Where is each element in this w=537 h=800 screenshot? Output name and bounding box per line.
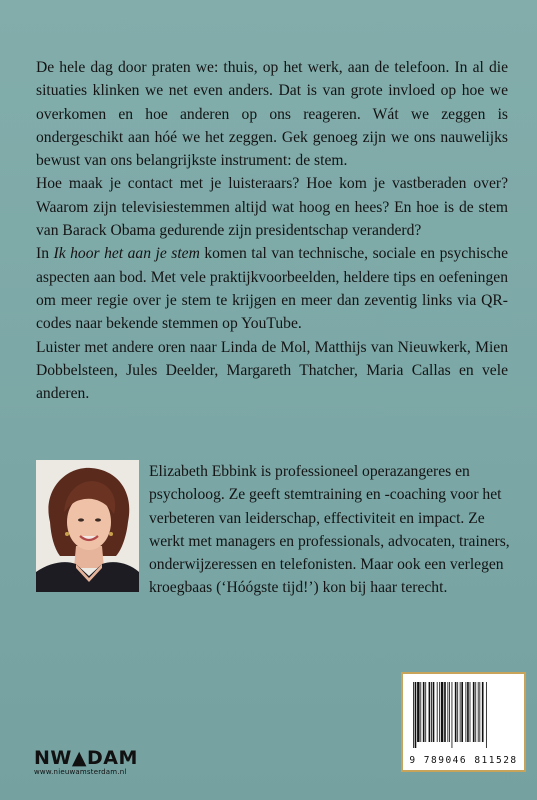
- blurb-paragraph-1: De hele dag door praten we: thuis, op het werk, aan de telefoon. In al die situaties klinken we net even anders. Dat is van grote invloed op hoe we overkomen en hoe anderen op ons reageren. Wát we zeggen is ondergeschikt aan hóé we het zeggen. Gek genoeg zijn we ons nauwelijks bewust van ons belangrijkste instrument: de stem.: [36, 59, 508, 170]
- author-photo: [36, 460, 139, 592]
- publisher-logo: [34, 748, 138, 776]
- isbn-number: 9 789046 811528: [409, 755, 518, 766]
- author-bio: [149, 460, 517, 600]
- publisher-url: www.nieuwamsterdam.nl: [34, 768, 127, 776]
- blurb-paragraph-3-prefix: In: [36, 245, 54, 263]
- blurb-text: [36, 56, 508, 405]
- blurb-paragraph-3-rest: komen tal van technische, sociale en psychische aspecten aan bod. Met vele praktijkvoorbeelden, heldere tips en oefeningen om meer regie over je stem te krijgen en meer dan zeventig links via QR-codes naar bekende stemmen op YouTube.: [36, 245, 509, 333]
- isbn-barcode: [401, 672, 526, 772]
- publisher-logo-wordmark: NW▲DAM: [34, 747, 138, 769]
- blurb-paragraph-4: Luister met andere oren naar Linda de Mol, Matthijs van Nieuwkerk, Mien Dobbelsteen, Jules Deelder, Margareth Thatcher, Maria Callas en vele anderen.: [36, 338, 508, 403]
- blurb-paragraph-2: Hoe maak je contact met je luisteraars? Hoe kom je vastberaden over? Waarom zijn televisiestemmen altijd wat hoog en hees? En hoe is de stem van Barack Obama gedurende zijn presidentschap veranderd?: [36, 175, 508, 240]
- barcode-bars: [411, 682, 516, 748]
- blurb-paragraph-3: [36, 242, 508, 335]
- author-bio-text: Elizabeth Ebbink is professioneel operazangeres en psycholoog. Ze geeft stemtraining en -coaching voor het verbeteren van leiderschap, effectiviteit en impact. Ze werkt met managers en professionals, advocaten, trainers, onderwijzeressen en telefonisten. Maar ook een verlegen kroegbaas (‘Hóógste tijd!’) kon bij haar terecht.: [149, 463, 510, 597]
- author-portrait-illustration: [36, 460, 139, 592]
- book-title-italic: Ik hoor het aan je stem: [53, 245, 200, 263]
